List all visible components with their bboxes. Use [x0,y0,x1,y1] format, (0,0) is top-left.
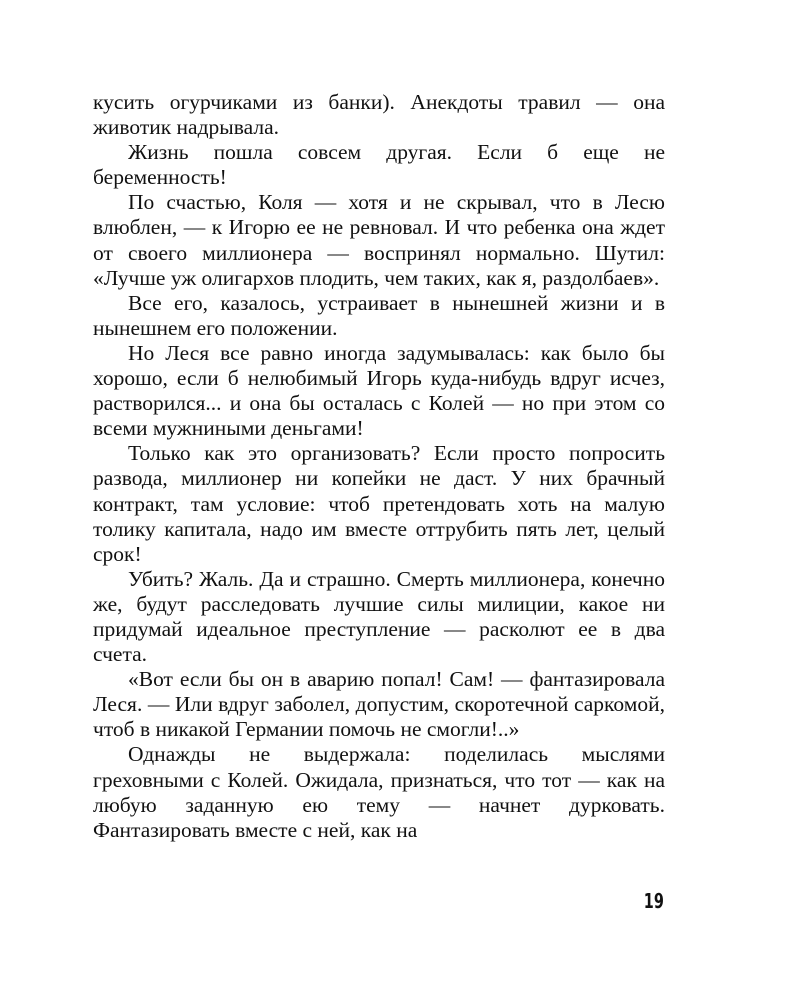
book-page-text [93,90,665,843]
paragraph: Жизнь пошла совсем другая. Если б еще не беременность! [93,140,665,190]
paragraph: Убить? Жаль. Да и страшно. Смерть миллионера, конечно же, будут расследовать лучшие силы милиции, какое ни придумай идеальное преступление — расколют ее в два счета. [93,566,665,667]
paragraph: По счастью, Коля — хотя и не скрывал, что в Лесю влюблен, — к Игорю ее не ревновал. И что ребенка она ждет от своего миллионера — воспринял нормально. Шутил: «Лучше уж олигархов плодить, чем таких, как я, раздолбаев». [93,190,665,290]
paragraph: Только как это организовать? Если просто попросить развода, миллионер ни копейки не даст. У них брачный контракт, там условие: чтоб претендовать хоть на малую толику капитала, надо им вместе оттрубить пять лет, целый срок! [93,441,665,566]
page-number: 19 [643,889,664,913]
paragraph: «Вот если бы он в аварию попал! Сам! — фантазировала Леся. — Или вдруг заболел, допустим, скоротечной саркомой, чтоб в никакой Германии помочь не смогли!..» [93,667,665,742]
paragraph-continuation: кусить огурчиками из банки). Анекдоты травил — она животик надрывала. [93,90,665,140]
paragraph: Однажды не выдержала: поделилась мыслями греховными с Колей. Ожидала, признаться, что тот — как на любую заданную ею тему — начнет дурковать. Фантазировать вместе с ней, как на [93,742,665,842]
paragraph: Все его, казалось, устраивает в нынешней жизни и в нынешнем его положении. [93,290,665,340]
paragraph: Но Леся все равно иногда задумывалась: как было бы хорошо, если б нелюбимый Игорь куда-нибудь вдруг исчез, растворился... и она бы осталась с Колей — но при этом со всеми мужниными деньгами! [93,340,665,441]
